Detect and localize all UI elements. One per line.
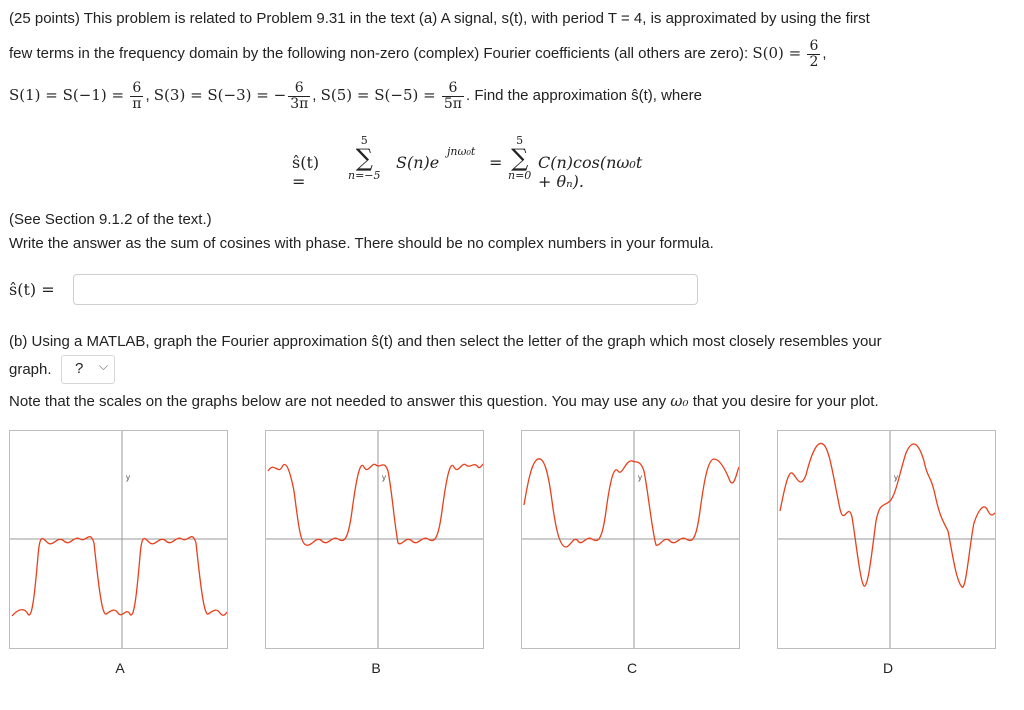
graph-a-label: A	[115, 660, 125, 676]
graph-c-plot	[522, 431, 739, 648]
formula-lhs: ŝ(t) =	[292, 153, 320, 191]
graph-d-axis-label: y	[894, 473, 898, 482]
graph-d-label: D	[882, 660, 894, 676]
s3-num: 6	[288, 81, 310, 97]
graph-a[interactable]	[9, 430, 228, 649]
graph-c-axis-label: y	[638, 473, 642, 482]
see-section-text: (See Section 9.1.2 of the text.)	[9, 211, 212, 228]
sum2-lower: n=0	[508, 169, 532, 182]
graph-b-axis-label: y	[382, 473, 386, 482]
s1-label: S(1) = S(−1) =	[9, 86, 125, 104]
graph-c[interactable]	[521, 430, 740, 649]
sum2-upper: 5	[516, 134, 524, 147]
instruction-text: Write the answer as the sum of cosines with phase. There should be no complex numbers in your formula.	[9, 235, 714, 252]
problem-line-3: S(1) = S(−1) = $\frac{6}{\pi}$ , S(3) = S(−3) = − $\frac{6}{3\pi}$ , S(5) = S(−5) = $\frac{6}{5\pi}$ . Find the approximation ŝ(t), where	[9, 79, 702, 112]
problem-intro: (25 points) This problem is related to Problem 9.31 in the text (a) A signal, s(t), with period T = 4, is approximated by using the first	[9, 10, 870, 27]
graph-letter-select[interactable]	[61, 355, 115, 384]
s3-den: 3π	[290, 95, 309, 112]
select-value: ?	[75, 360, 84, 377]
chevron-down-icon: ⌵	[98, 359, 108, 373]
s5-den: 5π	[443, 95, 462, 112]
graph-a-axis-label: y	[126, 473, 130, 482]
graph-d-plot	[778, 431, 995, 648]
problem-line-2: few terms in the frequency domain by the following non-zero (complex) Fourier coefficients (all others are zero): S(0) = $\frac{6}{2}$ ,	[9, 37, 827, 70]
s0-fraction	[807, 39, 820, 70]
graph-b[interactable]	[265, 430, 484, 649]
part-b-line-1: (b) Using a MATLAB, graph the Fourier approximation ŝ(t) and then select the letter of the graph which most closely resembles your	[9, 333, 882, 350]
graph-d[interactable]	[777, 430, 996, 649]
s1-fraction	[130, 81, 143, 112]
note-omega: ω₀	[670, 392, 689, 410]
sum1-lower: n=−5	[348, 169, 381, 182]
s5-num: 6	[442, 81, 464, 97]
sum1-term: S(n)e	[396, 153, 440, 172]
s5-label: S(5) = S(−5) =	[320, 86, 436, 104]
s5-fraction	[442, 81, 464, 112]
graph-b-plot	[266, 431, 483, 648]
s1-den: π	[132, 95, 142, 112]
graph-b-label: B	[371, 660, 381, 676]
s3-fraction	[288, 81, 310, 112]
sum1-exponent: jnω₀t	[447, 145, 476, 158]
find-text: . Find the approximation ŝ(t), where	[465, 87, 702, 104]
sum-symbol-2: 5 ∑ n=0	[508, 134, 532, 182]
formula-equals: =	[489, 153, 503, 172]
problem-line-2-text: few terms in the frequency domain by the following non-zero (complex) Fourier coefficients (all others are zero):	[9, 45, 753, 62]
note-after: that you desire for your plot.	[688, 393, 879, 410]
sum2-term: C(n)cos(nω₀t + θₙ).	[538, 153, 643, 191]
answer-input[interactable]	[73, 274, 698, 305]
s0-label: S(0) =	[752, 44, 802, 62]
s0-num: 6	[809, 37, 819, 54]
s3-label: S(3) = S(−3) = −	[153, 86, 287, 104]
note-before: Note that the scales on the graphs below are not needed to answer this question. You may use any	[9, 393, 671, 410]
s0-den: 2	[809, 53, 819, 70]
problem-line-1	[9, 9, 870, 29]
s1-num: 6	[130, 81, 143, 97]
sum-symbol-1: 5 ∑ n=−5	[348, 134, 381, 182]
note-text	[9, 391, 879, 412]
part-b-line-2: graph.	[9, 361, 52, 378]
sum1-upper: 5	[360, 134, 368, 147]
answer-label: ŝ(t) =	[9, 280, 55, 299]
graph-a-plot	[10, 431, 227, 648]
graph-c-label: C	[626, 660, 638, 676]
